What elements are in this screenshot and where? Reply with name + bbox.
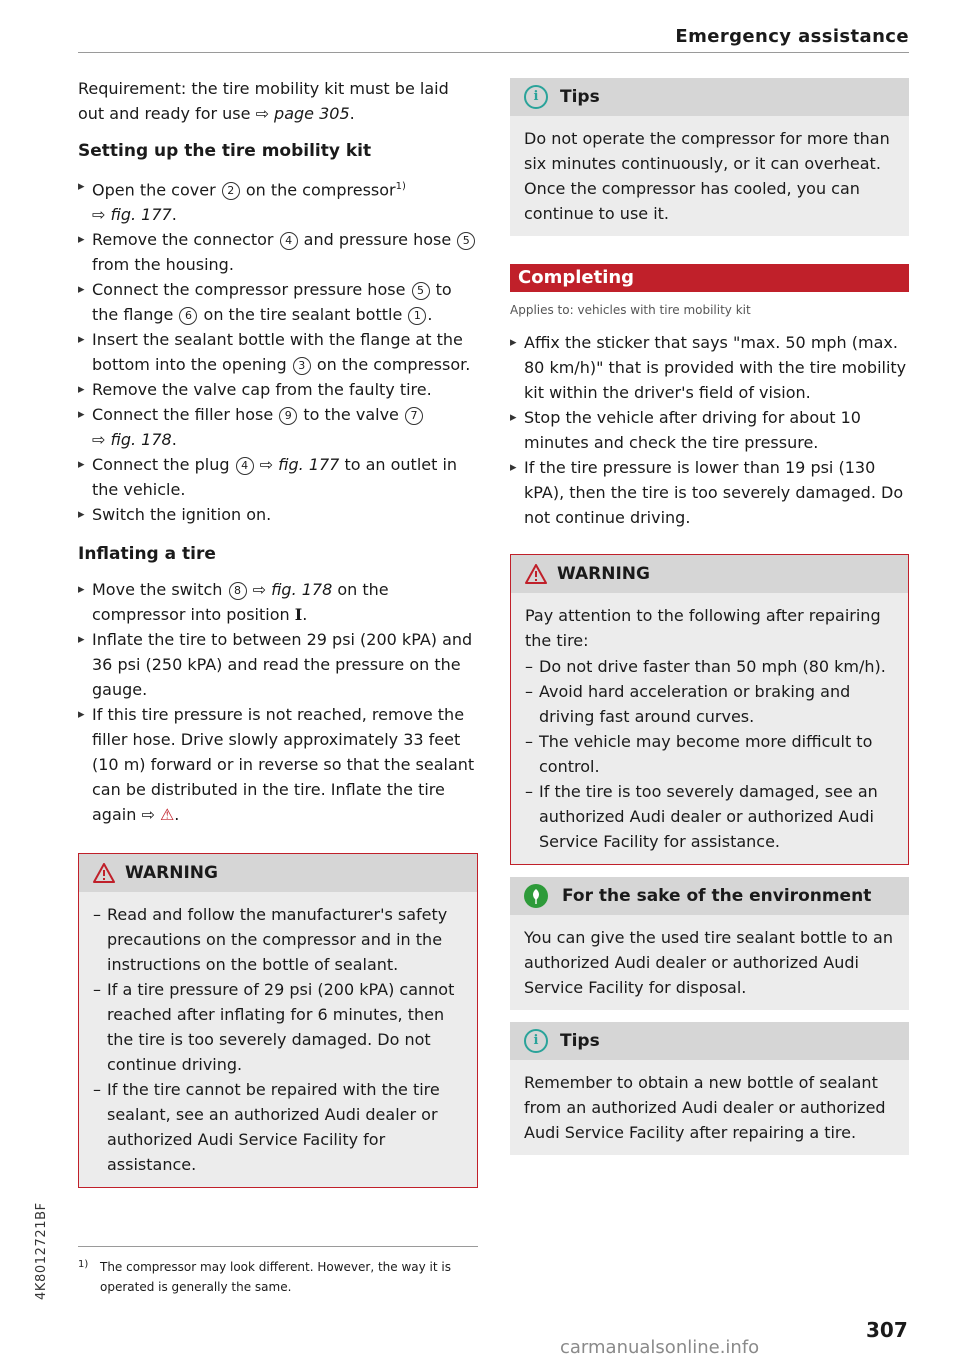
switch-position: I [294, 605, 303, 625]
step-item [78, 227, 478, 277]
warning-item: – If the tire cannot be repaired with the tire sealant, see an authorized Audi dealer or authorized Audi Service Facility for assistance. [93, 1077, 463, 1177]
step-text: Move the switch [92, 580, 228, 600]
step-item [78, 627, 478, 702]
warning-title: WARNING [557, 564, 650, 584]
warning-item: – The vehicle may become more difficult to control. [525, 729, 894, 779]
chapter-title: Emergency assistance [675, 26, 909, 47]
info-icon: i [524, 85, 548, 109]
callout-number: 2 [222, 182, 240, 200]
step-item [78, 502, 478, 527]
tips-text: Remember to obtain a new bottle of sealant from an authorized Audi dealer or authorized Audi Service Facility after repairing a tire. [524, 1073, 886, 1142]
step-text: on the compressor into position [92, 580, 389, 625]
tips-box [510, 1022, 909, 1155]
requirement-post: . [349, 104, 355, 123]
callout-number: 4 [280, 232, 298, 250]
step-item [78, 277, 478, 327]
step-text: . [171, 205, 177, 225]
warning-intro: Pay attention to the following after repairing the tire: [525, 606, 881, 650]
step-text: Switch the ignition on. [92, 505, 272, 525]
document-code: 4K8012721BF [34, 1202, 49, 1300]
step-text: to the valve [298, 405, 404, 425]
step-text: Connect the filler hose [92, 405, 279, 425]
figure-reference-link[interactable]: ⇨ fig. 178 [247, 580, 333, 600]
warning-item: – Read and follow the manufacturer's safety precautions on the compressor and in the instructions on the bottle of sealant. [93, 902, 463, 977]
step-item: ▸ Stop the vehicle after driving for about 10 minutes and check the tire pressure. [510, 405, 909, 455]
tips-text: Do not operate the compressor for more than six minutes continuously, or it can overheat. Once the compressor has cooled, you can continue to use it. [524, 129, 890, 223]
inflate-heading: Inflating a tire [78, 544, 216, 565]
callout-number: 8 [229, 582, 247, 600]
tips-body [510, 116, 909, 236]
tips-header [510, 1022, 909, 1060]
callout-number: 3 [293, 357, 311, 375]
section-heading-completing: Completing [510, 264, 909, 292]
warning-body [511, 593, 908, 864]
callout-number: 6 [179, 307, 197, 325]
page-header [78, 24, 909, 53]
callout-number: 4 [236, 457, 254, 475]
footnote-text: The compressor may look different. However, the way it is operated is generally the same. [100, 1260, 451, 1294]
step-text: to the flange [92, 280, 452, 325]
tips-title: Tips [560, 87, 600, 107]
warning-header [79, 854, 477, 892]
callout-number: 1 [408, 307, 426, 325]
environment-title: For the sake of the environment [562, 886, 872, 906]
step-text: . [427, 305, 433, 325]
step-text: Connect the compressor pressure hose [92, 280, 411, 300]
watermark-text: carmanualsonline.info [560, 1337, 760, 1358]
environment-body [510, 915, 909, 1010]
warning-reference-icon[interactable]: ⚠ [159, 805, 175, 825]
step-text: Connect the plug [92, 455, 235, 475]
warning-header [511, 555, 908, 593]
step-item [78, 377, 478, 402]
step-text: on the compressor. [311, 355, 471, 375]
step-item [78, 402, 478, 452]
tips-title: Tips [560, 1031, 600, 1051]
page-number: 307 [866, 1318, 908, 1342]
figure-reference-link[interactable]: ⇨ fig. 178 [92, 430, 172, 450]
step-text: . [174, 805, 180, 825]
figure-reference-link[interactable]: ⇨ fig. 177 [92, 205, 172, 225]
step-text: Inflate the tire to between 29 psi (200 kPA) and 36 psi (250 kPA) and read the pressure on the gauge. [92, 630, 473, 700]
leaf-icon [524, 884, 548, 908]
warning-list [93, 902, 463, 1177]
environment-text: You can give the used tire sealant bottle to an authorized Audi dealer or authorized Audi Service Facility for disposal. [524, 928, 893, 997]
footnote-ref[interactable]: 1) [395, 181, 406, 192]
step-text: from the housing. [92, 255, 234, 275]
page-reference-link[interactable]: ⇨ page 305 [255, 104, 350, 123]
warning-item: – Do not drive faster than 50 mph (80 km/h). [525, 654, 894, 679]
step-text: Remove the connector [92, 230, 279, 250]
warning-list [525, 654, 894, 854]
callout-number: 7 [405, 407, 423, 425]
requirement-text [78, 76, 478, 126]
step-text: If this tire pressure is not reached, remove the filler hose. Drive slowly approximately 33 feet (10 m) forward or in reverse so that the sealant can be distributed in the tire. Inflate the tire again ⇨ [92, 705, 475, 825]
tips-box [510, 78, 909, 236]
step-text: Remove the valve cap from the faulty tire. [92, 380, 432, 400]
step-item [78, 174, 478, 227]
inflate-steps [78, 577, 478, 827]
step-text: on the compressor [240, 180, 396, 200]
setup-heading: Setting up the tire mobility kit [78, 141, 372, 161]
warning-body [79, 892, 477, 1187]
step-text: . [302, 605, 308, 625]
step-text: on the tire sealant bottle [198, 305, 408, 325]
step-item [78, 327, 478, 377]
info-icon: i [524, 1029, 548, 1053]
warning-box [78, 853, 478, 1188]
footnote-mark: 1) [78, 1259, 89, 1270]
step-text: Insert the sealant bottle with the flange at the bottom into the opening [92, 330, 463, 375]
callout-number: 5 [457, 232, 475, 250]
warning-title: WARNING [125, 863, 218, 884]
tips-body [510, 1060, 909, 1155]
completing-steps [510, 330, 909, 530]
environment-header [510, 877, 909, 915]
step-item [78, 577, 478, 627]
warning-item: – Avoid hard acceleration or braking and driving fast around curves. [525, 679, 894, 729]
figure-reference-link[interactable]: ⇨ fig. 177 [254, 455, 340, 475]
step-item [78, 452, 478, 502]
setup-steps [78, 174, 478, 527]
callout-number: 5 [412, 282, 430, 300]
environment-box [510, 877, 909, 1010]
step-item [78, 702, 478, 827]
step-text: . [171, 430, 177, 450]
tips-header [510, 78, 909, 116]
warning-item: – If the tire is too severely damaged, see an authorized Audi dealer or authorized Audi Service Facility for assistance. [525, 779, 894, 854]
step-text: to an outlet in the vehicle. [92, 455, 458, 500]
applies-to-note: Applies to: vehicles with tire mobility kit [510, 303, 751, 317]
requirement-pre: Requirement: the tire mobility kit must be laid out and ready for use [78, 79, 449, 123]
warning-box [510, 554, 909, 865]
step-text: and pressure hose [298, 230, 457, 250]
left-column [78, 76, 478, 1200]
right-column [510, 78, 909, 1167]
footnote [78, 1246, 478, 1297]
step-item: ▸ Affix the sticker that says "max. 50 mph (max. 80 km/h)" that is provided with the tire mobility kit within the driver's field of vision. [510, 330, 909, 405]
step-item: ▸ If the tire pressure is lower than 19 psi (130 kPA), then the tire is too severely damaged. Do not continue driving. [510, 455, 909, 530]
step-text: Open the cover [92, 180, 221, 200]
warning-triangle-icon [93, 863, 115, 883]
warning-triangle-icon [525, 564, 547, 584]
warning-item: – If a tire pressure of 29 psi (200 kPA) cannot reached after inflating for 6 minutes, then the tire is too severely damaged. Do not continue driving. [93, 977, 463, 1077]
callout-number: 9 [279, 407, 297, 425]
